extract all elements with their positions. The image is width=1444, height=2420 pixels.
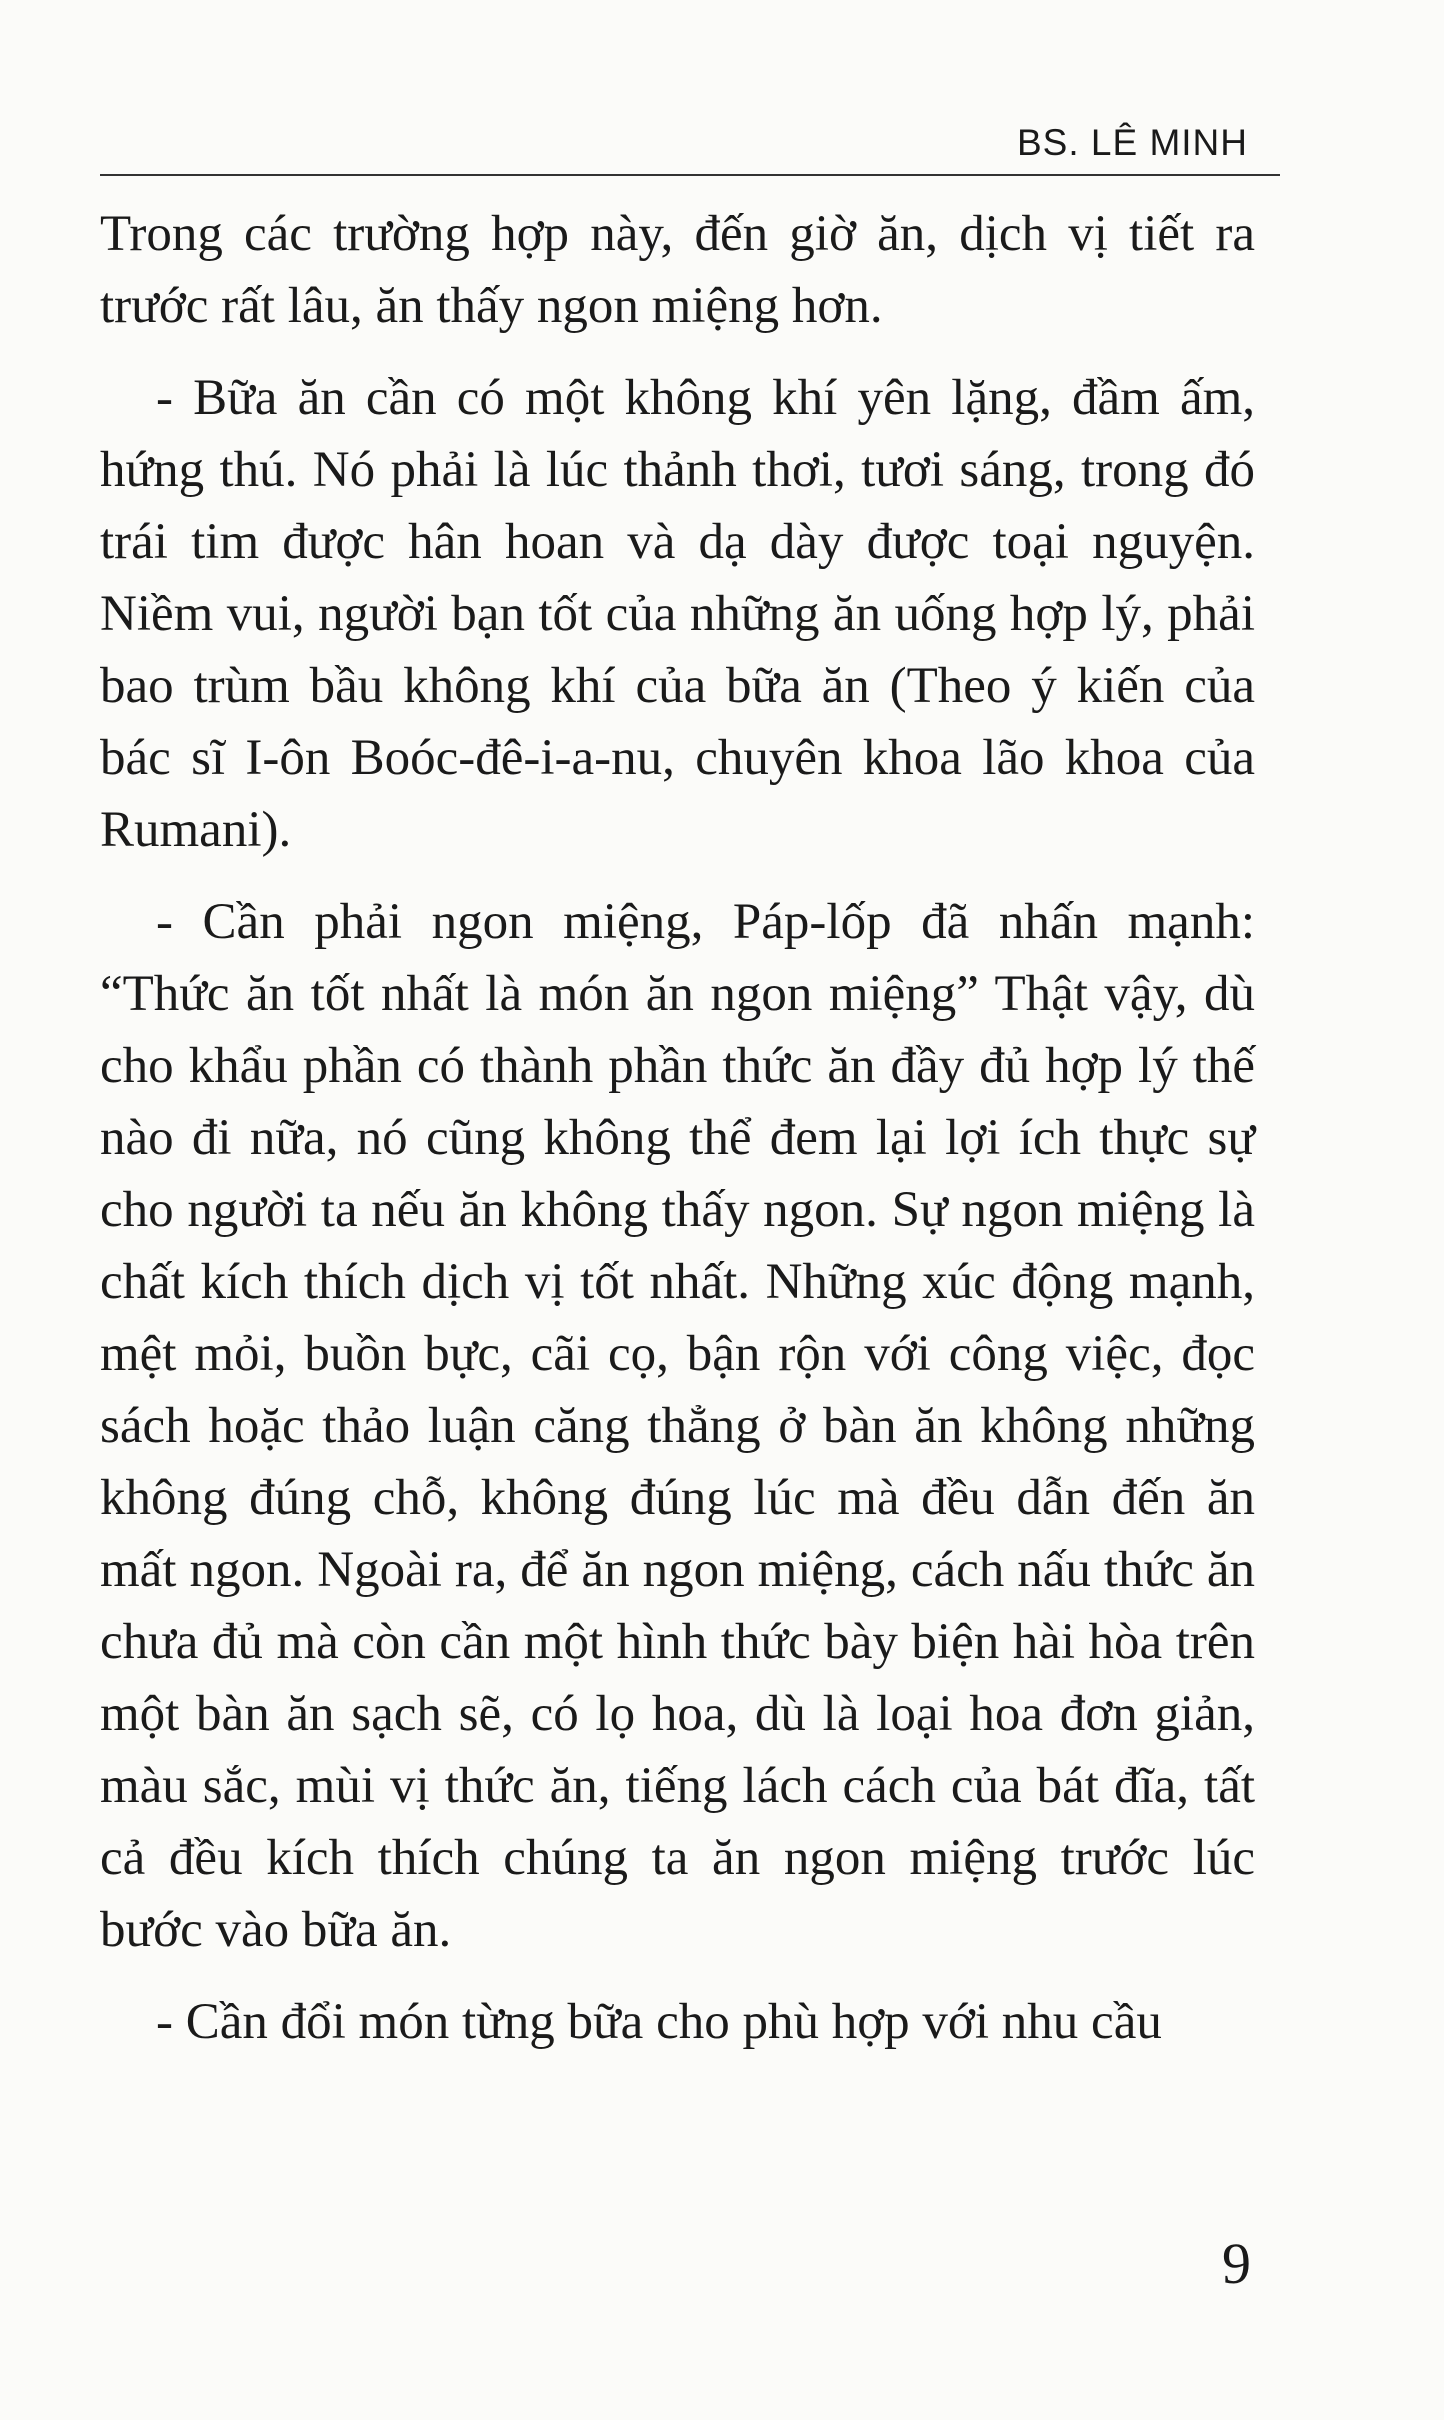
paragraph-appetite: - Cần phải ngon miệng, Páp-lốp đã nhấn mạnh: “Thức ăn tốt nhất là món ăn ngon miệng” Thật vậy, dù cho khẩu phần có thành phần thức ăn đầy đủ hợp lý thế nào đi nữa, nó cũng không thể đem lại lợi ích thực sự cho người ta nếu ăn không thấy ngon. Sự ngon miệng là chất kích thích dịch vị tốt nhất. Những xúc động mạnh, mệt mỏi, buồn bực, cãi cọ, bận rộn với công việc, đọc sách hoặc thảo luận căng thẳng ở bàn ăn không những không đúng chỗ, không đúng lúc mà đều dẫn đến ăn mất ngon. Ngoài ra, để ăn ngon miệng, cách nấu thức ăn chưa đủ mà còn cần một hình thức bày biện hài hòa trên một bàn ăn sạch sẽ, có lọ hoa, dù là loại hoa đơn giản, màu sắc, mùi vị thức ăn, tiếng lách cách của bát đĩa, tất cả đều kích thích chúng ta ăn ngon miệng trước lúc bước vào bữa ăn. [100, 894, 1255, 1958]
paragraph-continuation: Trong các trường hợp này, đến giờ ăn, dịch vị tiết ra trước rất lâu, ăn thấy ngon miệng hơn. [100, 206, 1255, 334]
running-header [100, 118, 1280, 176]
paragraph-menu-change: - Cần đổi món từng bữa cho phù hợp với nhu cầu [156, 1994, 1162, 2050]
paragraph-atmosphere: - Bữa ăn cần có một không khí yên lặng, đầm ấm, hứng thú. Nó phải là lúc thảnh thơi, tươi sáng, trong đó trái tim được hân hoan và dạ dày được toại nguyện. Niềm vui, người bạn tốt của những ăn uống hợp lý, phải bao trùm bầu không khí của bữa ăn (Theo ý kiến của bác sĩ I-ôn Boóc-đê-i-a-nu, chuyên khoa lão khoa của Rumani). [100, 370, 1255, 858]
author-name: BS. LÊ MINH [1017, 122, 1248, 163]
page-body [100, 198, 1255, 2058]
page-number: 9 [1222, 2231, 1251, 2296]
